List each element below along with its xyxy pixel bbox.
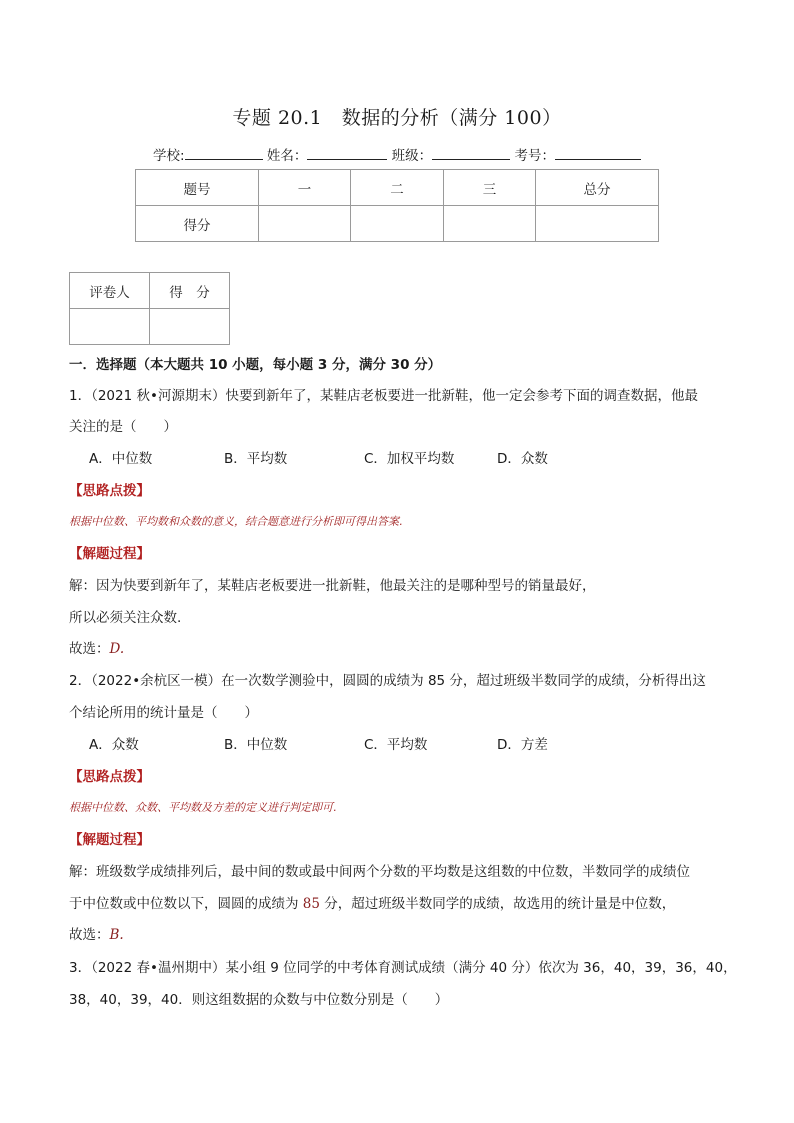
q2-process-tag: 【解题过程】 [69, 832, 150, 848]
q2-solution-text-a: 于中位数或中位数以下，圆圆的成绩为 [69, 896, 303, 912]
grader-score-cell[interactable] [150, 309, 230, 345]
q2-answer-line [69, 923, 124, 943]
section-heading: 一．选择题（本大题共 10 小题，每小题 3 分，满分 30 分） [69, 357, 442, 373]
page-title: 专题 20.1 数据的分析（满分 100） [232, 107, 562, 129]
q1-hint-text: 根据中位数、平均数和众数的意义，结合题意进行分析即可得出答案. [69, 515, 403, 528]
grader-score-label: 得 分 [150, 273, 230, 309]
grader-cell[interactable] [70, 309, 150, 345]
q2-solution-line2 [69, 892, 675, 912]
grader-header-row [70, 273, 230, 309]
score-header-cell: 一 [259, 170, 351, 206]
q1-answer: D. [109, 641, 125, 657]
q1-answer-line [69, 637, 124, 657]
score-cell[interactable] [259, 206, 351, 242]
q2-options [89, 733, 548, 753]
q1-option-d[interactable]: D．众数 [497, 451, 548, 467]
student-info-line [153, 144, 641, 164]
q2-answer: B. [109, 927, 124, 943]
q2-solution-score: 85 [302, 896, 320, 912]
q1-hint-tag: 【思路点拨】 [69, 483, 150, 499]
school-label: 学校: [153, 148, 185, 164]
class-blank[interactable] [432, 145, 510, 160]
q2-hint-tag: 【思路点拨】 [69, 769, 150, 785]
exam-no-blank[interactable] [555, 145, 641, 160]
q1-option-c[interactable]: C．加权平均数 [364, 451, 455, 467]
q1-solution-line1: 解：因为快要到新年了，某鞋店老板要进一批新鞋，他最关注的是哪种型号的销量最好， [69, 578, 596, 594]
score-header-cell: 总分 [536, 170, 659, 206]
score-cell[interactable] [536, 206, 659, 242]
score-header-row [136, 170, 659, 206]
score-row-label: 得分 [136, 206, 259, 242]
q2-option-c[interactable]: C．平均数 [364, 737, 428, 753]
q2-stem-line1: 2．（2022•余杭区一模）在一次数学测验中，圆圆的成绩为 85 分，超过班级半数同学的成绩，分析得出这 [69, 673, 706, 689]
name-label: 姓名： [266, 148, 308, 164]
score-table [135, 169, 659, 242]
score-cell[interactable] [444, 206, 536, 242]
q2-solution-text-c: 分，超过班级半数同学的成绩，故选用的统计量是中位数， [319, 896, 676, 912]
score-cell[interactable] [351, 206, 444, 242]
q1-answer-prefix: 故选： [69, 641, 110, 657]
q1-options [89, 447, 548, 467]
q2-option-d[interactable]: D．方差 [497, 737, 548, 753]
q2-option-b[interactable]: B．中位数 [224, 737, 288, 753]
name-blank[interactable] [307, 145, 387, 160]
exam-no-label: 考号： [514, 148, 555, 164]
grader-label: 评卷人 [70, 273, 150, 309]
q3-stem-line2: 38，40，39，40．则这组数据的众数与中位数分别是（ ） [69, 992, 449, 1008]
grader-value-row [70, 309, 230, 345]
q1-solution-line2: 所以必须关注众数. [69, 610, 182, 626]
q1-stem-line2: 关注的是（ ） [69, 419, 177, 435]
score-header-cell: 二 [351, 170, 444, 206]
q1-process-tag: 【解题过程】 [69, 546, 150, 562]
q2-stem-line2: 个结论所用的统计量是（ ） [69, 705, 258, 721]
q2-option-a[interactable]: A．众数 [89, 737, 139, 753]
q3-stem-line1: 3．（2022 春•温州期中）某小组 9 位同学的中考体育测试成绩（满分 40 分）依次为 36，40，39，36，40， [69, 960, 737, 976]
q1-option-b[interactable]: B．平均数 [224, 451, 288, 467]
q2-solution-line1: 解：班级数学成绩排列后，最中间的数或最中间两个分数的平均数是这组数的中位数，半数同学的成绩位 [69, 864, 690, 880]
score-header-cell: 题号 [136, 170, 259, 206]
grader-table [69, 272, 230, 345]
score-header-cell: 三 [444, 170, 536, 206]
score-value-row [136, 206, 659, 242]
q1-option-a[interactable]: A．中位数 [89, 451, 153, 467]
school-blank[interactable] [185, 145, 263, 160]
q2-answer-prefix: 故选： [69, 927, 110, 943]
q2-hint-text: 根据中位数、众数、平均数及方差的定义进行判定即可. [69, 801, 337, 814]
q1-stem-line1: 1．（2021 秋•河源期末）快要到新年了，某鞋店老板要进一批新鞋，他一定会参考下面的调查数据，他最 [69, 388, 698, 404]
class-label: 班级： [391, 148, 433, 164]
